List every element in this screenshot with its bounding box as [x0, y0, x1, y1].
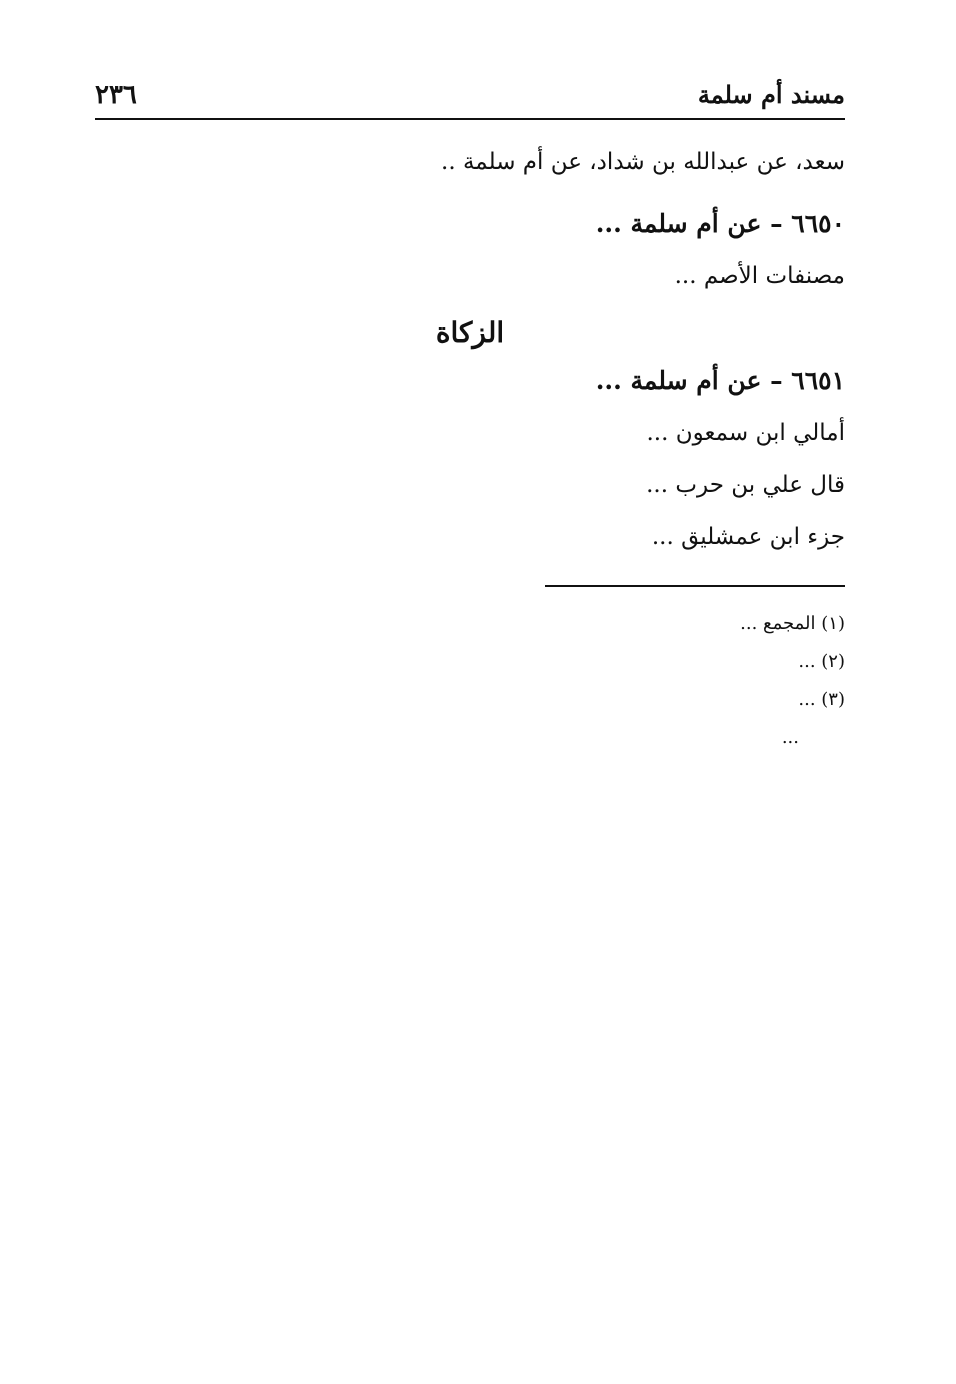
section-heading: الزكاة [435, 316, 505, 349]
text-continuation: سعد، عن عبدالله بن شداد، عن أم سلمة .. [441, 149, 845, 175]
hadith-6651: ٦٦٥١ – عن أم سلمة ... [595, 366, 845, 395]
additional-source: جزء ابن عمشليق ... [651, 524, 845, 550]
hadith-6650: ٦٦٥٠ – عن أم سلمة ... [595, 209, 845, 238]
running-header [95, 78, 845, 118]
document-page [95, 78, 845, 1338]
source-6651: أمالي ابن سمعون ... [646, 420, 845, 446]
footnote-1: (١) المجمع ... [740, 613, 845, 634]
note-6651: قال علي بن حرب ... [646, 472, 845, 498]
footnote-3: (٣) ... [798, 689, 845, 710]
header-rule [95, 118, 845, 120]
source-6650: مصنفات الأصم ... [674, 263, 845, 289]
footnote-3-cont: ... [781, 727, 799, 748]
footnote-2: (٢) ... [798, 651, 845, 672]
footnote-rule [545, 585, 845, 587]
page-number: ٢٣٦ [95, 80, 137, 110]
running-title: مسند أم سلمة [697, 80, 845, 109]
